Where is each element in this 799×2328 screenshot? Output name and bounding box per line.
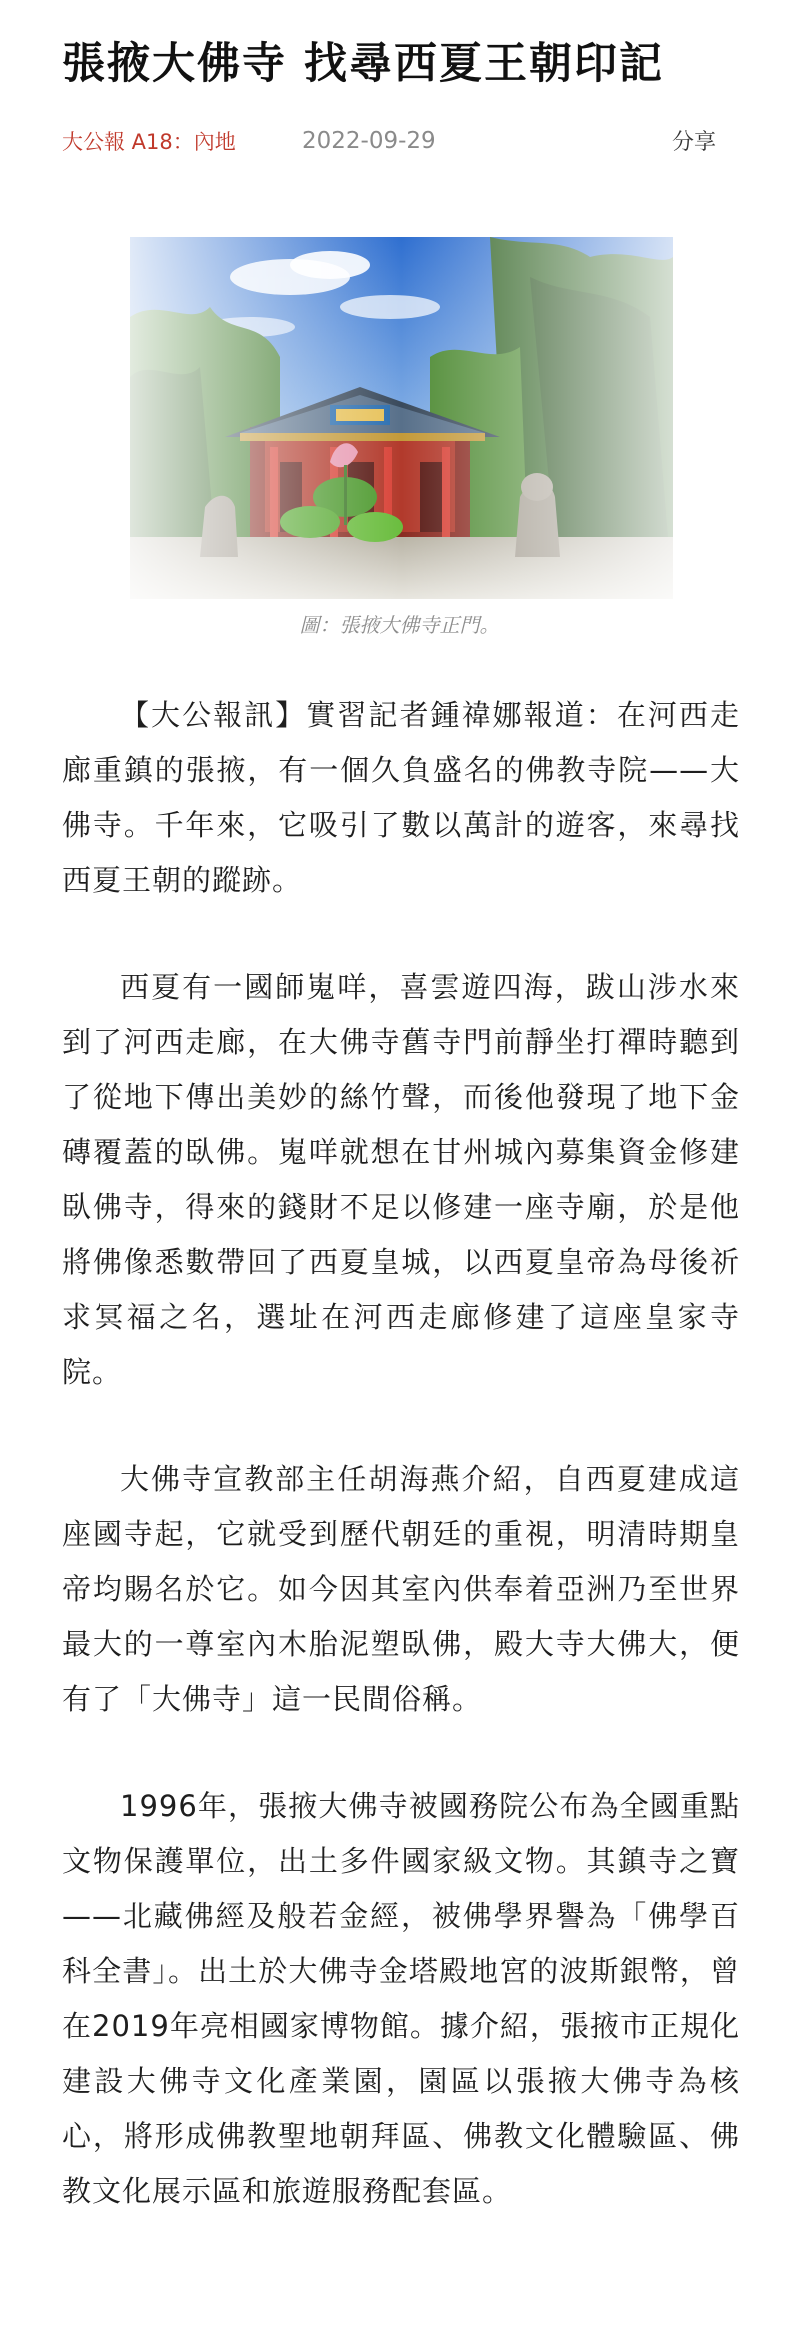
share-button[interactable]: 分享 — [671, 130, 716, 155]
article-headline: 張掖大佛寺 找尋西夏王朝印記 — [62, 39, 664, 89]
photo-caption: 圖：張掖大佛寺正門。 — [299, 613, 500, 637]
article-paragraph: 1996年，張掖大佛寺被國務院公布為全國重點文物保護單位，出土多件國家級文物。其鎮寺之寶——北藏佛經及般若金經，被佛學界譽為「佛學百科全書」。出土於大佛寺金塔殿地宮的波斯銀幣，曾在2019年亮相國家博物館。據介紹，張掖市正規化建設大佛寺文化產業園，園區以張掖大佛寺為核心，將形成佛教聖地朝拜區、佛教文化體驗區、佛教文化展示區和旅遊服務配套區。 — [62, 1789, 740, 2208]
article-meta — [62, 122, 738, 162]
temple-gate-photo — [130, 237, 673, 599]
temple-gate-illustration — [130, 237, 673, 599]
article-paragraph: 西夏有一國師嵬咩，喜雲遊四海，跋山涉水來到了河西走廊，在大佛寺舊寺門前靜坐打禪時聽到了從地下傳出美妙的絲竹聲，而後他發現了地下金磚覆蓋的臥佛。嵬咩就想在甘州城內募集資金修建臥佛寺，得來的錢財不足以修建一座寺廟，於是他將佛像悉數帶回了西夏皇城，以西夏皇帝為母後祈求冥福之名，選址在河西走廊修建了這座皇家寺院。 — [62, 970, 740, 1389]
article-paragraph: 大佛寺宣教部主任胡海燕介紹，自西夏建成這座國寺起，它就受到歷代朝廷的重視，明清時期皇帝均賜名於它。如今因其室內供奉着亞洲乃至世界最大的一尊室內木胎泥塑臥佛，殿大寺大佛大，便有了「大佛寺」這一民間俗稱。 — [62, 1462, 740, 1716]
article-date: 2022-09-29 — [302, 128, 436, 154]
article-source[interactable]: 大公報 A18：內地 — [62, 130, 236, 154]
article-paragraph: 【大公報訊】實習記者鍾禕娜報道：在河西走廊重鎮的張掖，有一個久負盛名的佛教寺院——大佛寺。千年來，它吸引了數以萬計的遊客，來尋找西夏王朝的蹤跡。 — [62, 698, 740, 897]
article-body — [62, 688, 740, 2271]
